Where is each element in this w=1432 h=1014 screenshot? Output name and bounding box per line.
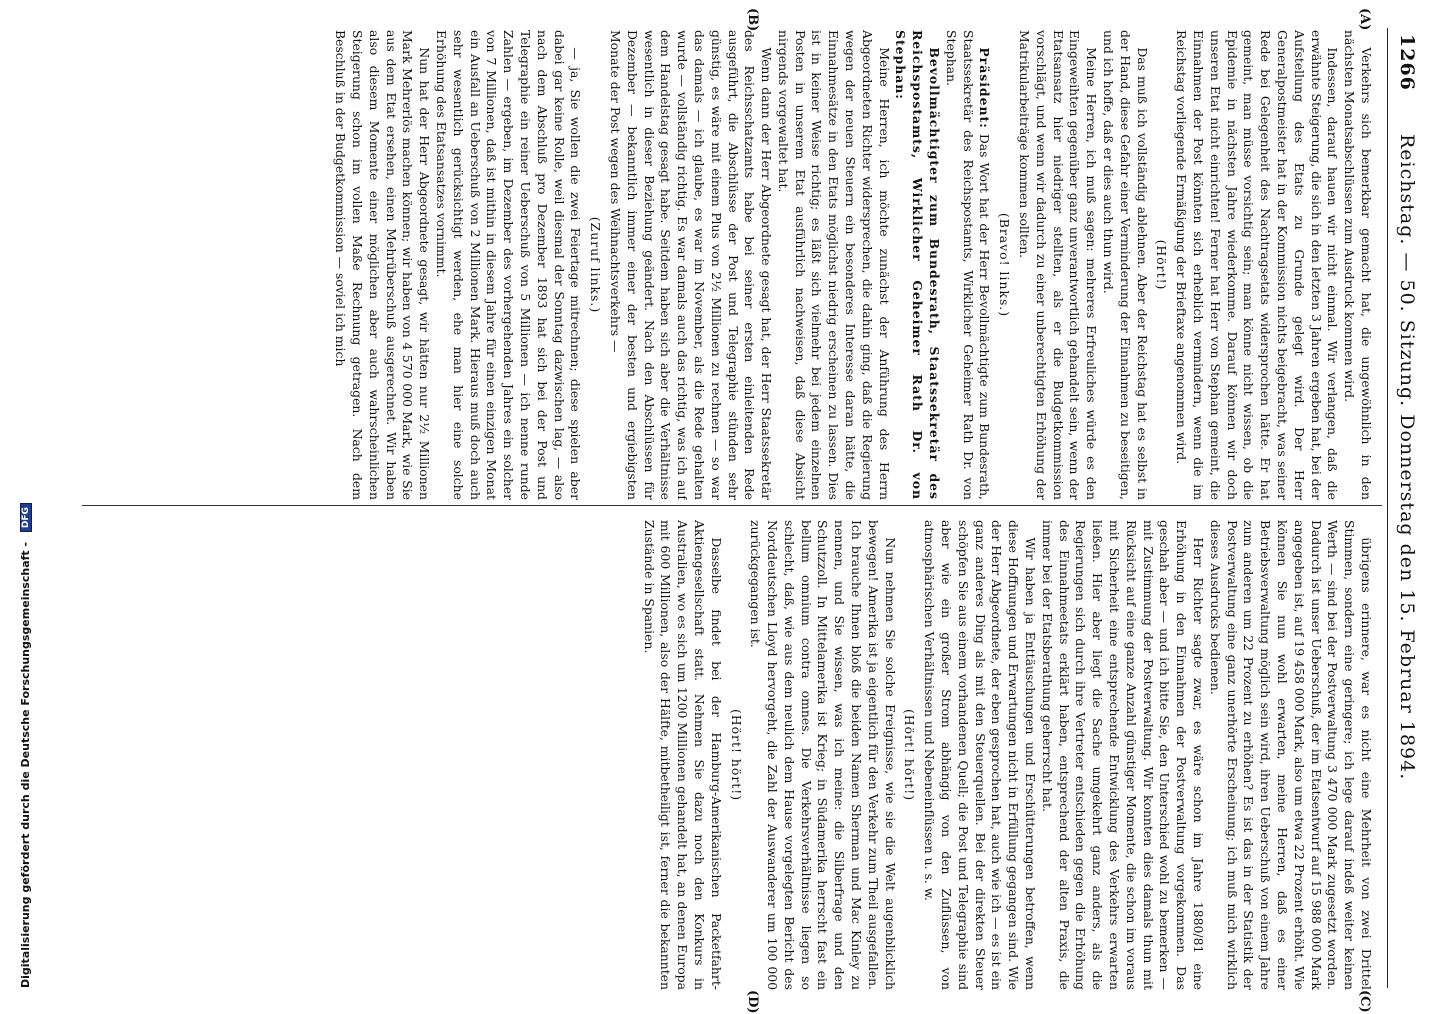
- paragraph: Herr Richter sagte zwar, es wäre schon im Jahre 1880/81 eine Erhöhung in den Einnahmen der Postverwaltung vorgekommen. Das geschah aber — und ich bitte Sie, den Unterschied wohl zu bemerken — mit Zustimmung der Postverwaltung. Wir konnten dies damals thun mit Rücksicht auf eine ganze Anzahl günstiger Momente, die schon im voraus mit Sicherheit eine entsprechende Entwicklung des Verkehrs erwarten ließen. Hier aber liegt die Sache umgekehrt ganz anders, als die Regierungen sich durch ihre Vertreter entschieden gegen die Erhöhung des Einnahmeetats erklärt haben, entsprechend der alten Praxis, die immer bei der Etatsberathung geherrscht hat.: [1039, 520, 1207, 990]
- dfg-logo: DFG: [20, 503, 32, 532]
- page-header: [1388, 34, 1424, 994]
- funding-notice: [19, 503, 32, 988]
- margin-mark-c: (C): [1357, 990, 1372, 1013]
- interjection: (Hört! hört!): [902, 708, 918, 802]
- paragraph: Dasselbe findet bei der Hamburg-Amerikanischen Packetfahrt-Aktiengesellschaft statt. Nehmen Sie dazu noch den Konkurs in Australien, wo es sich um 1200 Millionen gehandelt hat, an denen Europa mit 600 Millionen, also der Hälfte, mitbetheiligt ist, ferner die bekannten Zustände in Spanien.: [641, 520, 724, 990]
- paragraph: Das muß ich vollständig ablehnen. Aber der Reichstag hat es selbst in der Hand, diese Gefahr einer Verminderung der Einnahmen zu beseitigen, und ich hoffe, daß er dies auch thun wird.: [1101, 30, 1150, 500]
- left-column: [74, 30, 1374, 500]
- speech-text: Das Wort hat der Herr Bevollmächtigte zum Bundesrath, Staatssekretär des Reichspostamts, Wirklicher Geheimer Rath Dr. von Stephan.: [943, 30, 993, 500]
- funding-text: Digitalisierung gefördert durch die Deutsche Forschungsgemeinschaft -: [19, 541, 32, 988]
- paragraph: Wir haben ja Enttäuschungen und Erschütterungen betroffen, wenn diese Hoffnungen und Erwartungen nicht in Erfüllung gegangen sind. Wie der Herr Abgeordnete, der eben gesprochen hat, auch wie ich — es ist ein ganz anderes Ding als mit den Steuerquellen. Bei der direkten Steuer schöpfen Sie aus einem vorhandenen Quell; die Post und Telegraphie sind aber wie ein großer Strom abhängig von den Zuflüssen, von atmosphärischen Verhältnissen und Nebeneinflüssen u. s. w.: [922, 520, 1039, 990]
- speaker-name: Präsident:: [977, 47, 993, 129]
- paragraph: [942, 30, 992, 500]
- column-rule: [82, 505, 1382, 506]
- paragraph: Meine Herren, ich möchte zunächst der Anführung des Herrn Abgeordneten Richter widersprechen, die dahin ging, daß die Regierung wegen der neuen Steuern ein besonderes Interesse daran hätte, die Einnahmesätze in den Etats möglichst niedrig erscheinen zu lassen. Dies ist in keiner Weise richtig; es läßt sich vielmehr bei jedem einzelnen Posten in unserem Etat ausführlich nachweisen, daß diese Absicht nirgends vorgewaltet hat.: [775, 30, 892, 500]
- running-title: Reichstag. — 50. Sitzung. Donnerstag den 15. Februar 1894.: [1396, 134, 1418, 781]
- interjection: (Zuruf links.): [588, 216, 604, 314]
- paragraph: Wenn dann der Herr Abgeordnete gesagt hat, der Herr Staatssekretär des Reichsschatzamts habe bei seiner ersten einleitenden Rede ausgeführt, die Abschlüsse der Post und Telegraphie stünden sehr günstig, es wäre mit einem Plus von 2½ Millionen zu rechnen — so war das damals — ich glaube, es war im November, als die Rede gehalten wurde — vollständig richtig. Es war damals auch das richtig, was ich auf dem Handelstag gesagt habe. Seitdem haben sich aber die Verhältnisse wesentlich in dieser Beziehung geändert. Nach den Abschlüssen für Dezember — bekanntlich immer einer der besten und ergiebigsten Monate der Post wegen des Weihnachtsverkehrs —: [607, 30, 775, 500]
- interjection: (Bravo! links.): [997, 212, 1013, 318]
- paragraph: — ja, Sie wollen die zwei Feiertage mitrechnen; diese spielen aber dabei gar keine Rolle, weil diesmal der Sonntag dazwischen lag, — also nach dem Abschluß pro Dezember 1893 hat sich bei der Post und Telegraphie ein reiner Ueberschuß von 5 Millionen — ich nenne runde Zahlen — ergeben, im Dezember des vorhergehenden Jahres ein solcher von 7 Millionen, daß ist mithin in diesem Jahre für einen einzigen Monat ein Ausfall an Ueberschuß von 2 Millionen Mark. Hieraus muß doch auch sehr wesentlich gerücksichtigt werden, ehe man hier eine solche Erhöhung des Etatsansatzes vornimmt.: [433, 30, 584, 500]
- header-rule: [1387, 28, 1388, 988]
- paragraph: übrigens erinnere, war es nicht eine Mehrheit von zwei Drittel Stimmen, sondern eine geringere; ich lege darauf indeß weiter keinen Werth — sind bei der Postverwaltung 3 470 000 Mark zugesetzt worden. Dadurch ist unser Ueberschuß, der im Etatsentwurf auf 15 988 000 Mark angegeben ist, auf 19 458 000 Mark, also um etwa 22 Prozent erhöht. Wie können Sie nun wohl erwarten, meine Herren, daß es einer Betriebsverwaltung möglich sein wird, ihren Ueberschuß von einem Jahre zum anderen um 22 Prozent zu erhöhen? Es ist das in der Statistik der Postverwaltung eine ganz unerhörte Erscheinung; ich muß mich wirklich dieses Ausdrucks bedienen.: [1207, 520, 1374, 990]
- right-column: [74, 520, 1374, 990]
- margin-mark-a: (A): [1357, 8, 1372, 31]
- paragraph: Nun nehmen Sie solche Ereignisse, wie sie die Welt augenblicklich bewegen! Amerika ist ja eigentlich für den Verkehr zum Theil ausgefallen. Ich brauche Ihnen bloß die beiden Namen Sherman und Mac Kinley zu nennen, und Sie wissen, was ich meine: die Silberfrage und den Schutzzoll. In Mittelamerika ist Krieg; in Südamerika herrscht fast ein bellum omnium contra omnes. Die Verkehrsverhältnisse liegen so schlecht, daß, wie aus dem neulich dem Hause vorgelegten Bericht des Norddeutschen Lloyd hervorgeht, die Zahl der Auswanderer um 100 000 zurückgegangen ist.: [748, 520, 898, 990]
- margin-mark-d: (D): [745, 990, 760, 1014]
- interjection: (Hört! hört!): [728, 708, 744, 802]
- paragraph: Verkehrs sich bemerkbar gemacht hat, die ungewöhnlich in den nächsten Monatsabschlüssen zum Ausdruck kommen wird.: [1342, 30, 1374, 500]
- interjection: (Hört!): [1154, 239, 1170, 291]
- page-number: 1266: [1396, 34, 1418, 91]
- paragraph: Indessen, darauf hauen wir nicht einmal. Wir verlangen, daß die erwähnte Steigerung, die sich in den letzten 3 Jahren ergeben hat, bei der Aufstellung des Etats zu Grunde gelegt wird. Der Herr Generalpostmeister hat in der Kommission nichts beigebracht, was seiner Rede bei Gelegenheit des Nachtragsetats widersprochen hätte. Er hat gemeint, man müsse vorsichtig sein; man könne nicht wissen, ob die Epidemie in nächsten Jahre wiederkomme. Darauf können wir doch unseren Etat nicht einrichten! Ferner hat Herr von Stephan gemeint, die Einnahmen der Post könnten sich erheblich vermindern, wenn die im Reichstag vorliegende Ermäßigung der Brieftaxe angenommen wird.: [1174, 30, 1341, 500]
- paragraph: Nun hat der Herr Abgeordnete gesagt, wir hätten nur 2½ Millionen Mark Mehrerlös machen können; wir haben von 4 570 000 Mark, wie Sie aus dem Etat ersehen, einen Mehrüberschuß ausgerechnet. Wir haben also diesem Momente einer möglichen aber auch wahrscheinlichen Steigerung schon im vollen Maße Rechnung getragen. Nach dem Beschluß in der Budgetkommission — soviel ich mich: [333, 30, 433, 500]
- paragraph: [892, 30, 942, 500]
- speaker-name: Bevollmächtigter zum Bundesrath, Staatssekretär des Reichspostamts, Wirklicher Geheimer Rath Dr. von Stephan:: [893, 30, 943, 500]
- margin-mark-b: (B): [745, 8, 760, 32]
- paragraph: Meine Herren, ich muß sagen: mehreres Erfreuliches würde es den Eingeweihten gegenüber ganz unverantwortlich gehandelt sein, wenn der Etatsansatz hier niedriger stellten, als er die Budgetkommission vorschlägt, und wenn wir dadurch zu einer unberechtigten Erhöhung der Matrikularbeiträge kommen sollten.: [1017, 30, 1100, 500]
- digitization-footer: [0, 0, 32, 1000]
